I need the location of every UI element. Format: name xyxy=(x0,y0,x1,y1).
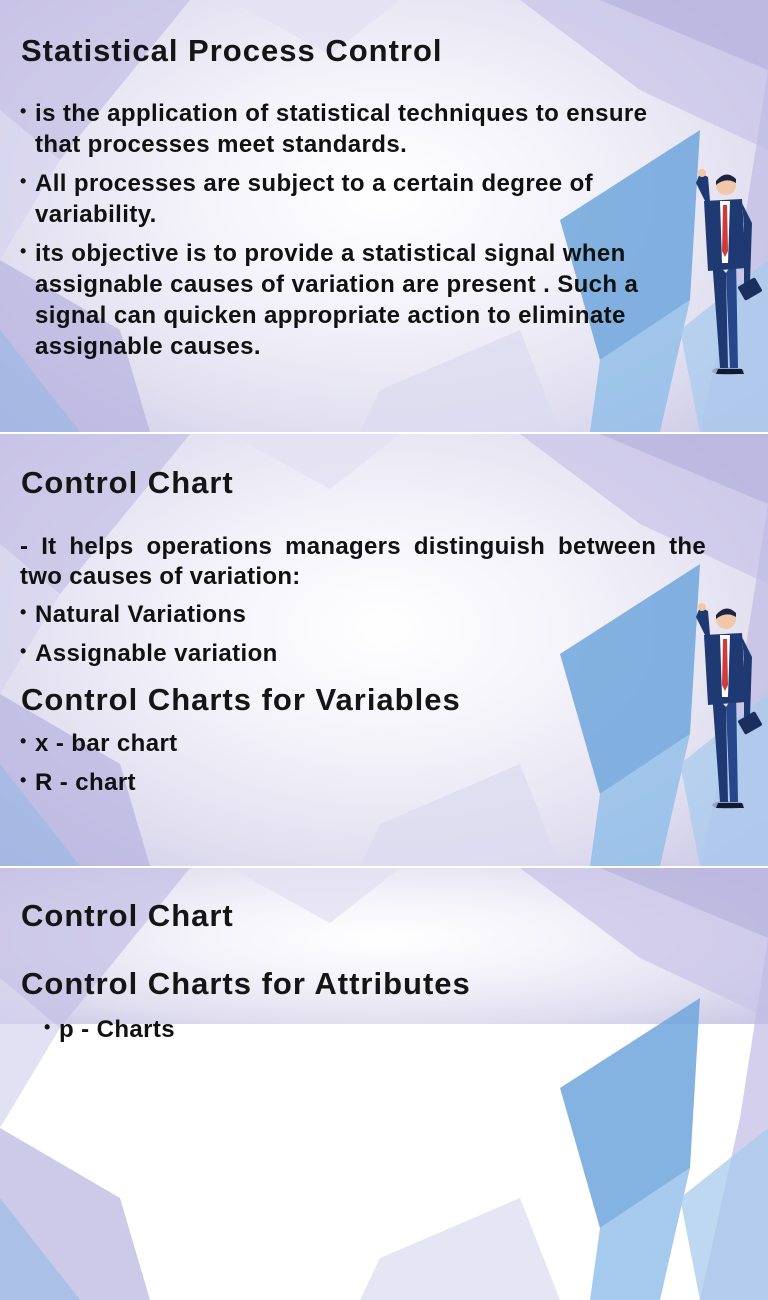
bullet-item: • Assignable variation xyxy=(20,638,670,669)
slide-title: Statistical Process Control xyxy=(21,33,443,68)
bullet-item: • p - Charts xyxy=(44,1014,694,1045)
sub-bullet-list xyxy=(44,1014,694,1045)
slide-title: Control Chart xyxy=(21,898,234,933)
bullet-item: • x - bar chart xyxy=(20,728,670,759)
slide-title: Control Chart xyxy=(21,465,234,500)
slide-subtitle: Control Charts for Attributes xyxy=(21,966,471,1001)
bullet-item: • All processes are subject to a certain degree of variability. xyxy=(20,168,670,230)
bullet-item: • R - chart xyxy=(20,767,670,798)
slide-2 xyxy=(0,434,768,866)
bullet-item: • is the application of statistical techniques to ensure that processes meet standards. xyxy=(20,98,670,160)
slide-subtitle: Control Charts for Variables xyxy=(21,682,461,717)
bullet-item: • its objective is to provide a statistical signal when assignable causes of variation are present . Such a signal can quicken appropriate action to eliminate assignable causes. xyxy=(20,238,670,362)
bullet-list xyxy=(20,599,670,669)
sub-bullet-list xyxy=(20,728,670,798)
intro-text: - It helps operations managers distinguish between the two causes of variation: xyxy=(20,533,706,590)
bullet-item: • Natural Variations xyxy=(20,599,670,630)
bullet-list xyxy=(20,98,670,362)
slide-1 xyxy=(0,0,768,432)
slide-3 xyxy=(0,868,768,1043)
